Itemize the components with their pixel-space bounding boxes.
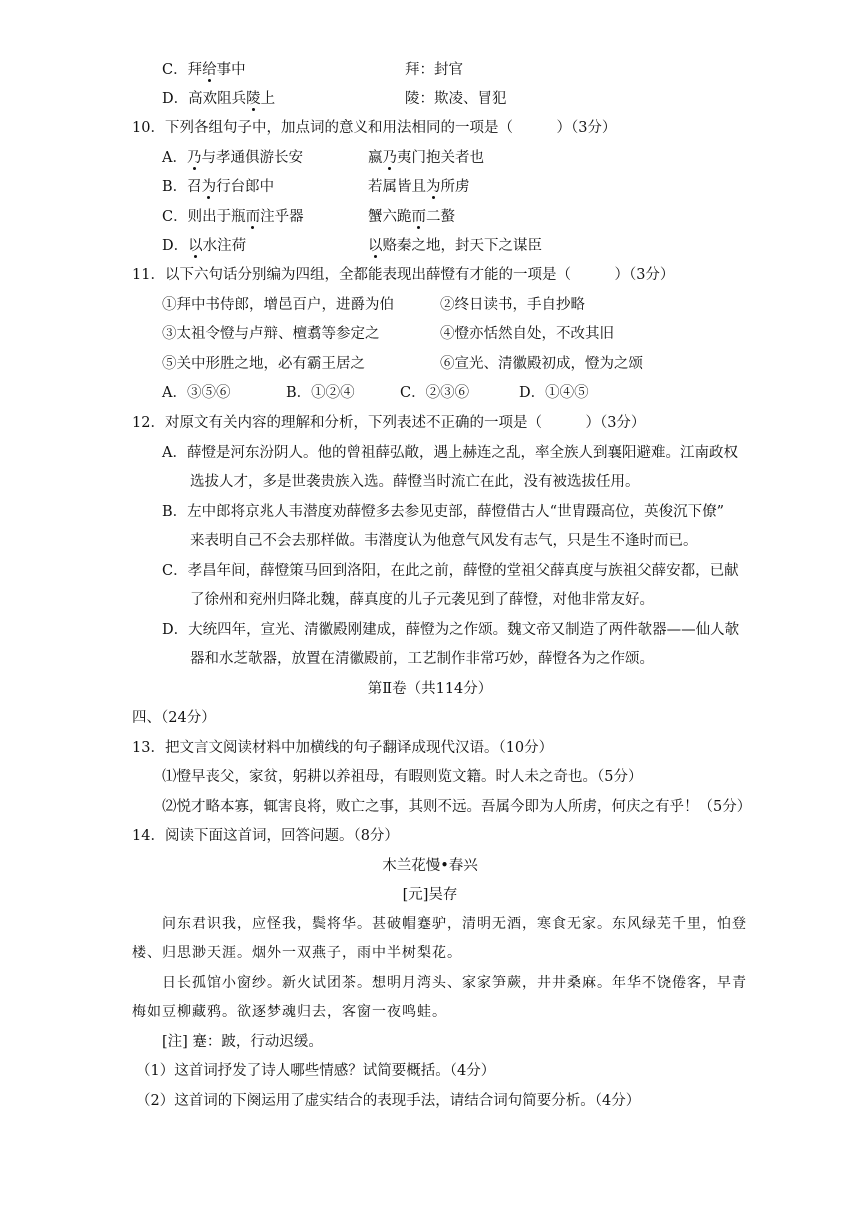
q10-stem: 10．下列各组句子中，加点词的意义和用法相同的一项是（ ）（3分） xyxy=(132,120,617,136)
q14-stem: 14．阅读下面这首词，回答问题。（8分） xyxy=(132,828,399,844)
dotted-char: 乃 xyxy=(382,150,397,166)
dotted-char: 给 xyxy=(202,62,217,78)
q11-choice-d: D．①④⑤ xyxy=(519,385,589,401)
text: 水注荷 xyxy=(202,238,247,254)
q12-option-a-line2: 选拔人才，多是世袭贵族入选。薛憕当时流亡在此，没有被选拔任用。 xyxy=(190,474,640,490)
text: 上 xyxy=(260,91,276,107)
q10-option-c-b xyxy=(368,207,455,227)
q10-option-d-b xyxy=(368,236,542,256)
q11-stem: 11．以下六句话分别编为四组，全都能表现出薛憕有才能的一项是（ ）（3分） xyxy=(132,267,675,283)
q12-option-c-line2: 了徐州和兖州归降北魏，薛真度的儿子元袭见到了薛憕，对他非常友好。 xyxy=(190,592,654,608)
text: 高欢阻兵 xyxy=(188,91,247,107)
q11-item-4: ④憕亦恬然自处，不改其旧 xyxy=(440,326,614,342)
q9-option-d xyxy=(162,89,275,109)
q9-option-c xyxy=(162,60,246,80)
q12-option-b-line1: B．左中郎将京兆人韦潜度劝薛憕多去参见吏部，薛憕借古人“世胄蹑高位，英俊沉下僚” xyxy=(162,504,724,520)
q13-sentence-2: ⑵悦才略本寡，辄害良将，败亡之事，其则不远。吾属今即为人所虏，何庆之有乎！（5分） xyxy=(162,799,752,815)
text: 嬴 xyxy=(368,150,383,166)
q11-item-3: ③太祖令憕与卢辩、檀翥等参定之 xyxy=(162,326,380,342)
text: 则出于瓶 xyxy=(187,209,246,225)
poem-stanza-2-line-1: 日长孤馆小窗纱。新火试团茶。想明月湾头、家家笋蕨，井井桑麻。年华不饶倦客，早青 xyxy=(162,975,747,991)
q10-option-b xyxy=(162,177,274,197)
q11-choice-a: A．③⑤⑥ xyxy=(162,385,231,401)
q11-item-6: ⑥宣光、清徽殿初成，憕为之颂 xyxy=(440,356,643,372)
q11-choice-c: C．②③⑥ xyxy=(400,385,470,401)
section-4-heading: 四、（24分） xyxy=(132,710,216,726)
q11-choice-b: B．①②④ xyxy=(286,385,355,401)
part2-title: 第Ⅱ卷（共114分） xyxy=(367,681,493,697)
option-label: C． xyxy=(162,209,188,225)
dotted-char: 为 xyxy=(201,179,217,195)
poem-stanza-2-line-2: 梅如豆柳藏鸦。欲逐梦魂归去，客窗一夜鸣蛙。 xyxy=(132,1004,447,1020)
q13-stem: 13．把文言文阅读材料中加横线的句子翻译成现代汉语。（10分） xyxy=(132,740,554,756)
q11-item-5: ⑤关中形胜之地，必有霸王居之 xyxy=(162,356,365,372)
q9-option-d-gloss: 陵：欺凌、冒犯 xyxy=(405,91,507,107)
dotted-char: 陵 xyxy=(246,91,261,107)
dotted-char: 为 xyxy=(426,179,441,195)
poem-stanza-1-line-2: 楼、归思渺天涯。烟外一双燕子，雨中半树梨花。 xyxy=(132,945,462,961)
text: 行台郎中 xyxy=(216,179,275,195)
dotted-char: 而 xyxy=(245,209,261,225)
text: 二螯 xyxy=(426,209,455,225)
q10-option-a xyxy=(162,148,303,168)
dotted-char: 以 xyxy=(188,238,203,254)
text: 赂秦之地，封天下之谋臣 xyxy=(382,238,542,254)
q12-option-c-line1: C．孝昌年间，薛憕策马回到洛阳，在此之前，薛憕的堂祖父薛真度与族祖父薛安都，已献 xyxy=(162,563,739,579)
q12-option-a-line1: A．薛憕是河东汾阴人。他的曾祖薛弘敞，遇上赫连之乱，率全族人到襄阳避难。江南政权 xyxy=(162,445,738,461)
poem-stanza-1-line-1: 问东君识我，应怪我，鬓将华。甚破帽蹇驴，清明无酒，寒食无家。东风绿芜千里，怕登 xyxy=(162,916,747,932)
text: 注乎器 xyxy=(260,209,304,225)
poem-title: 木兰花慢•春兴 xyxy=(382,858,478,874)
q10-option-a-b xyxy=(368,148,484,168)
q11-item-1: ①拜中书侍郎，增邑百户，进爵为伯 xyxy=(162,297,394,313)
q12-stem: 12．对原文有关内容的理解和分析，下列表述不正确的一项是（ ）（3分） xyxy=(132,415,646,431)
q9-option-c-gloss: 拜：封官 xyxy=(405,62,463,78)
q13-sentence-1: ⑴憕早丧父，家贫，躬耕以养祖母，有暇则览文籍。时人未之奇也。（5分） xyxy=(162,769,643,785)
dotted-char: 乃 xyxy=(186,150,202,166)
poem-author: [元]吴存 xyxy=(402,887,458,903)
q12-option-d-line2: 器和水芝欹器，放置在清徽殿前，工艺制作非常巧妙，薛憕各为之作颂。 xyxy=(190,651,654,667)
poem-note: [注] 蹇：跛，行动迟缓。 xyxy=(162,1034,323,1050)
option-label: C． xyxy=(162,62,188,78)
text: 事中 xyxy=(216,62,246,78)
q14-sub-1: （1）这首词抒发了诗人哪些情感？试简要概括。（4分） xyxy=(136,1063,496,1079)
option-label: D． xyxy=(162,238,189,254)
text: 与孝通俱游长安 xyxy=(201,150,303,166)
q10-option-c xyxy=(162,207,304,227)
option-label: B． xyxy=(162,179,188,195)
q12-option-b-line2: 来表明自己不会去那样做。韦潜度认为他意气风发有志气，只是生不逢时而已。 xyxy=(190,533,698,549)
option-label: A． xyxy=(162,150,187,166)
dotted-char: 而 xyxy=(411,209,426,225)
text: 蟹六跪 xyxy=(368,209,412,225)
option-label: D． xyxy=(162,91,189,107)
dotted-char: 以 xyxy=(368,238,383,254)
q10-option-d xyxy=(162,236,246,256)
q11-item-2: ②终日读书，手自抄略 xyxy=(440,297,585,313)
text: 若属皆且 xyxy=(368,179,426,195)
text: 召 xyxy=(187,179,202,195)
text: 所虏 xyxy=(440,179,470,195)
q12-option-d-line1: D．大统四年，宣光、清徽殿刚建成，薛憕为之作颂。魏文帝又制造了两件欹器——仙人欹 xyxy=(162,622,740,638)
text: 夷门抱关者也 xyxy=(397,150,484,166)
text: 拜 xyxy=(187,62,203,78)
q14-sub-2: （2）这首词的下阕运用了虚实结合的表现手法，请结合词句简要分析。（4分） xyxy=(136,1093,641,1109)
q10-option-b-b xyxy=(368,177,470,197)
